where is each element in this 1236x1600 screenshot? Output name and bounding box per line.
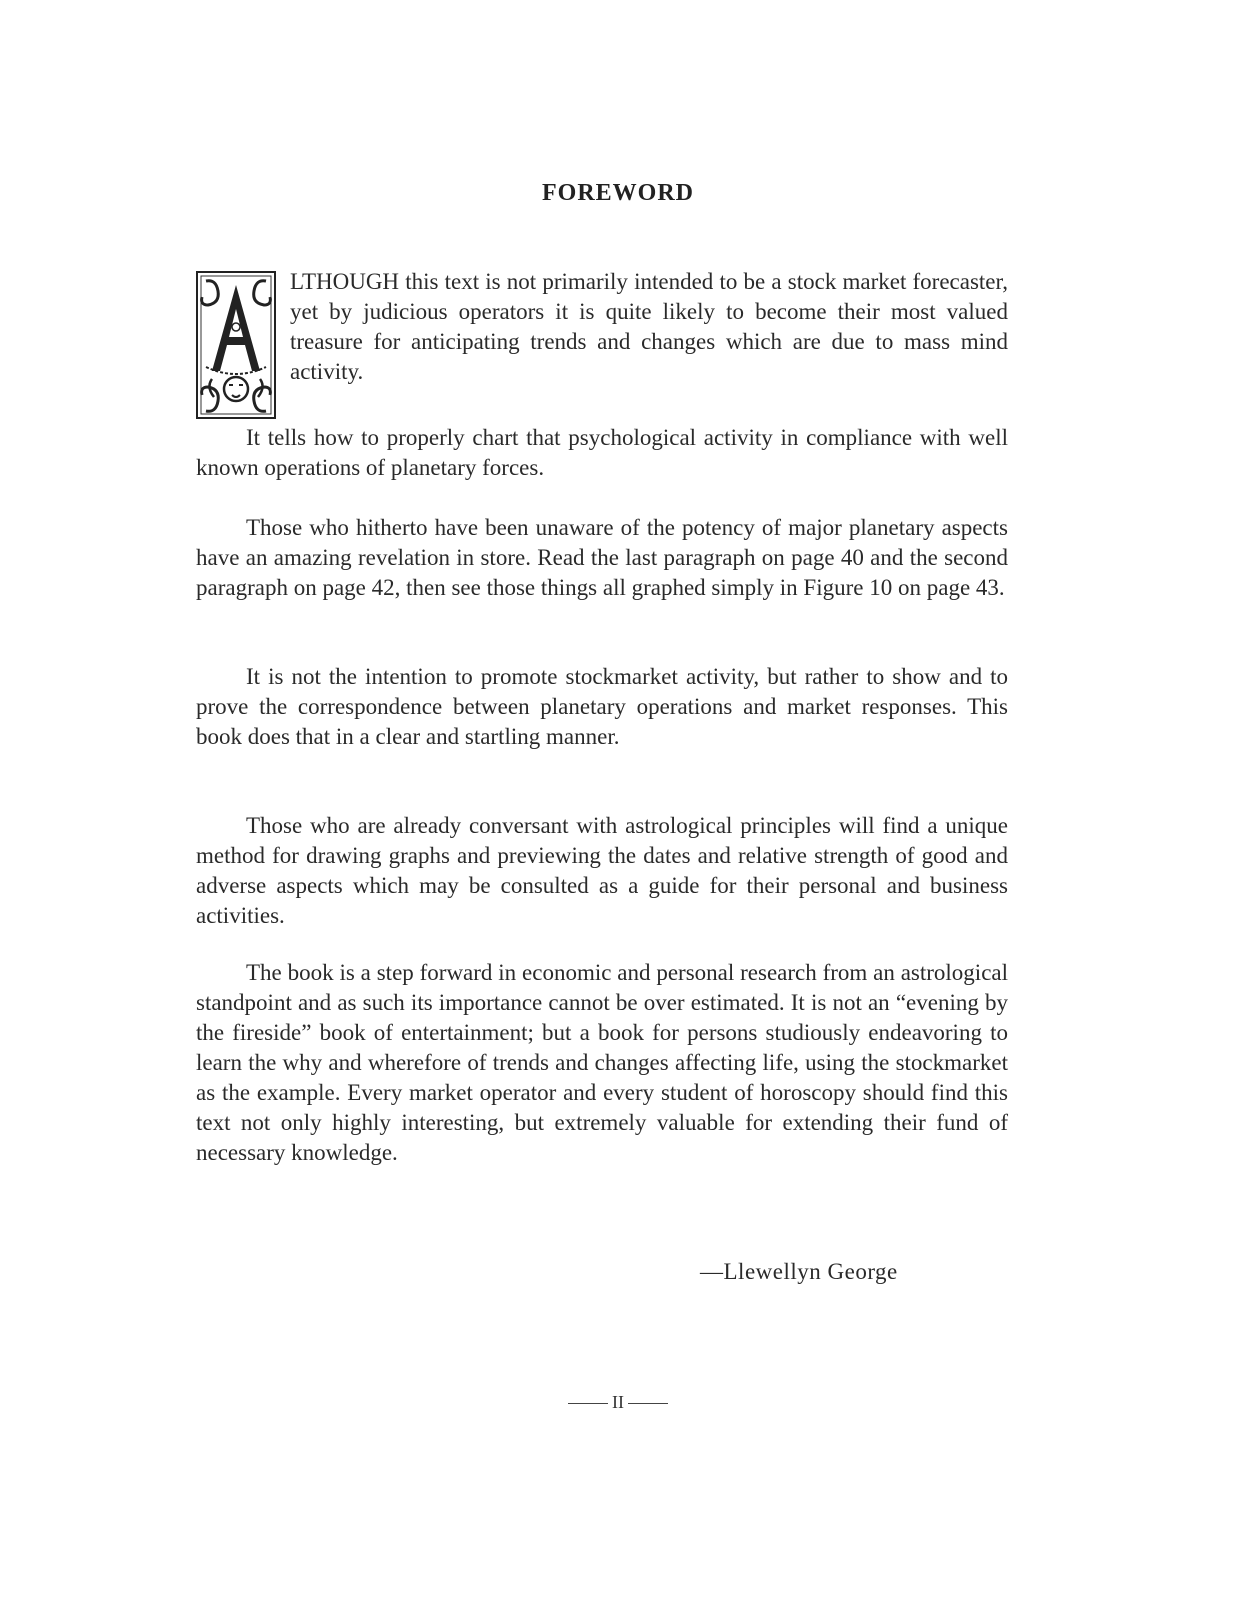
signature: —Llewellyn George [700,1259,898,1284]
paragraph-1 [196,267,1008,423]
left-rule [568,1403,608,1404]
paragraph-6: The book is a step forward in economic and personal research from an astrological standpoint and as such its importance cannot be over estimated. It is not an “evening by the fireside” book of entertainment; but a book for persons studiously endeavoring to learn the why and wherefore of trends and changes affecting life, using the stockmarket as the example. Every market operator and every student of horoscopy should find this text not only highly interesting, but extremely valuable for extending their fund of necessary knowledge. [196,960,1008,1165]
page-title: FOREWORD [542,180,694,206]
right-rule [628,1403,668,1404]
ornamental-dropcap-a [196,271,276,419]
page-number-footer [0,1392,1236,1413]
page-number: II [612,1392,624,1412]
paragraph-2: It tells how to properly chart that psychological activity in compliance with well known operations of planetary forces. [196,425,1008,480]
paragraph-1-text: LTHOUGH this text is not primarily intended to be a stock market forecaster, yet by judicious operators it is quite likely to become their most valued treasure for anticipating trends and changes which are due to mass mind activity. [290,269,1008,384]
paragraph-3: Those who hitherto have been unaware of the potency of major planetary aspects have an amazing revelation in store. Read the last paragraph on page 40 and the second paragraph on page 42, then see those things all graphed simply in Figure 10 on page 43. [196,515,1008,600]
paragraph-5: Those who are already conversant with astrological principles will find a unique method for drawing graphs and previewing the dates and relative strength of good and adverse aspects which may be consulted as a guide for their personal and business activities. [196,813,1008,928]
paragraph-4: It is not the intention to promote stockmarket activity, but rather to show and to prove the correspondence between planetary operations and market responses. This book does that in a clear and startling manner. [196,664,1008,749]
